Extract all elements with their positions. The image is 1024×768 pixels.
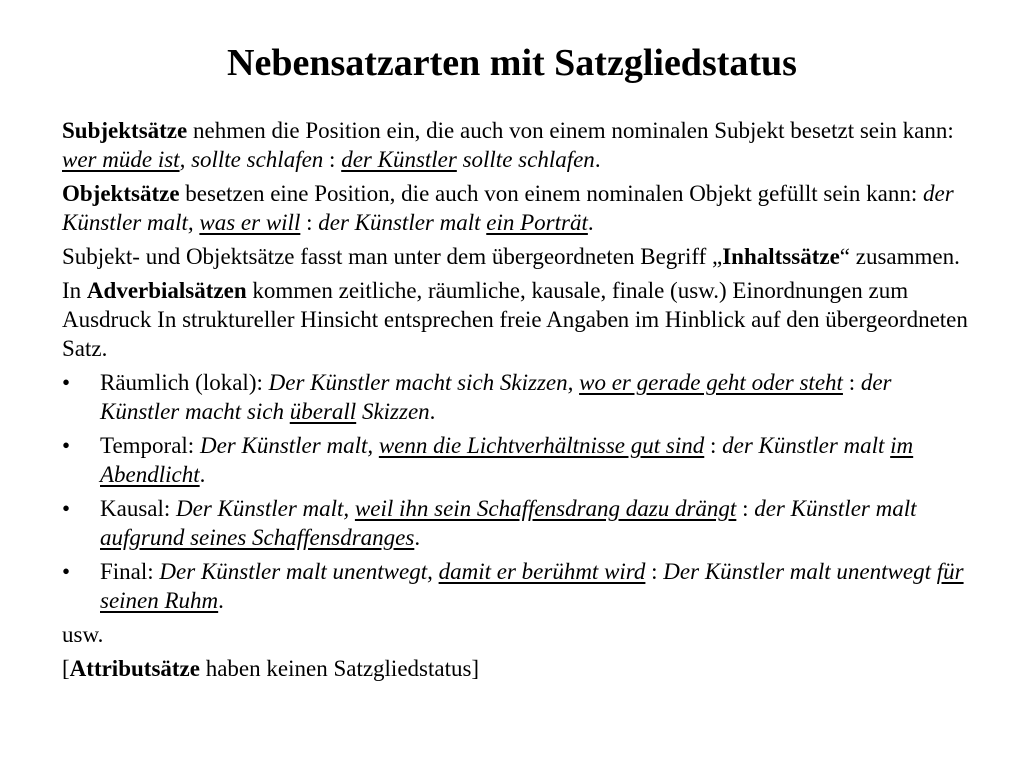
term-objektsaetze: Objektsätze xyxy=(62,181,180,206)
slide-body xyxy=(62,116,974,688)
period: . xyxy=(218,588,224,613)
example-underlined: im Abendlicht xyxy=(100,433,914,487)
example-underlined: ein Porträt xyxy=(486,210,588,235)
text: nehmen die Position ein, die auch von einem nominalen Subjekt besetzt sein kann: xyxy=(187,118,954,143)
period: . xyxy=(594,147,601,172)
example-underlined: wenn die Lichtverhältnisse gut sind xyxy=(378,433,705,458)
example: Der Künstler malt unentwegt, xyxy=(159,559,439,584)
text: “ zusammen. xyxy=(839,244,960,269)
paragraph-adverbialsaetze xyxy=(62,276,974,363)
example: der Künstler malt xyxy=(754,496,917,521)
paragraph-objektsaetze xyxy=(62,179,974,237)
bullet-label: Kausal: xyxy=(100,496,177,521)
example-underlined: überall xyxy=(289,399,357,424)
example-underlined: für seinen Ruhm xyxy=(100,559,964,613)
bullet-icon: • xyxy=(62,559,71,584)
text: haben keinen Satzgliedstatus] xyxy=(199,656,480,681)
example: Der Künstler malt, xyxy=(176,496,355,521)
example: der Künstler malt xyxy=(318,210,487,235)
bullet-label: Räumlich (lokal): xyxy=(100,370,269,395)
paragraph-usw: usw. xyxy=(62,622,104,647)
bullet-label: Final: xyxy=(100,559,160,584)
text: besetzen eine Position, die auch von einem nominalen Objekt gefüllt sein kann: xyxy=(179,181,924,206)
paragraph-subjektsaetze xyxy=(62,116,974,174)
example-underlined: damit er berühmt wird xyxy=(438,559,646,584)
term-inhaltssaetze: Inhaltssätze xyxy=(722,244,840,269)
term-adverbialsaetze: Adverbialsätzen xyxy=(86,278,247,303)
example: Skizzen xyxy=(356,399,430,424)
bullet-icon: • xyxy=(62,496,71,521)
bullet-label: Temporal: xyxy=(100,433,200,458)
separator: : xyxy=(645,559,664,584)
example-underlined: wo er gerade geht oder steht xyxy=(579,370,843,395)
example: der Künstler macht sich xyxy=(100,370,892,424)
term-subjektsaetze: Subjektsätze xyxy=(62,118,188,143)
bullet-icon: • xyxy=(62,433,71,458)
separator: : xyxy=(704,433,723,458)
bullet-icon: • xyxy=(62,370,71,395)
paragraph-attributsaetze xyxy=(62,654,974,683)
example: Der Künstler malt, xyxy=(199,433,379,458)
period: . xyxy=(414,525,421,550)
bullet-item-kausal xyxy=(62,494,974,552)
example: , sollte schlafen xyxy=(179,147,324,172)
text: Subjekt- und Objektsätze fasst man unter dem übergeordneten Begriff „ xyxy=(62,244,723,269)
period: . xyxy=(587,210,594,235)
separator: : xyxy=(323,147,342,172)
paragraph-inhaltssaetze xyxy=(62,242,974,271)
bullet-item-raeumlich xyxy=(62,368,974,426)
example-underlined: weil ihn sein Schaffensdrang dazu drängt xyxy=(354,496,737,521)
bullet-item-final xyxy=(62,557,974,615)
slide-title: Nebensatzarten mit Satzgliedstatus xyxy=(227,42,797,84)
period: . xyxy=(199,462,206,487)
example-underlined: der Künstler xyxy=(341,147,457,172)
example-underlined: wer müde ist xyxy=(62,147,180,172)
text: kommen zeitliche, räumliche, kausale, finale (usw.) Einordnungen zum Ausdruck In struktureller Hinsicht entsprechen freie Angaben im Hinblick auf den übergeordneten Satz. xyxy=(62,278,968,361)
example-underlined: aufgrund seines Schaffensdranges xyxy=(100,525,415,550)
bullet-item-temporal xyxy=(62,431,974,489)
term-attributsaetze: Attributsätze xyxy=(69,656,200,681)
example-underlined: was er will xyxy=(199,210,301,235)
example: der Künstler malt, xyxy=(62,181,954,235)
example: Der Künstler malt unentwegt xyxy=(663,559,937,584)
bracket: [ xyxy=(62,656,70,681)
period: . xyxy=(429,399,436,424)
separator: : xyxy=(842,370,861,395)
example: sollte schlafen xyxy=(456,147,595,172)
example: der Künstler malt xyxy=(722,433,891,458)
text: In xyxy=(62,278,87,303)
separator: : xyxy=(300,210,319,235)
example: Der Künstler macht sich Skizzen, xyxy=(268,370,580,395)
separator: : xyxy=(736,496,755,521)
